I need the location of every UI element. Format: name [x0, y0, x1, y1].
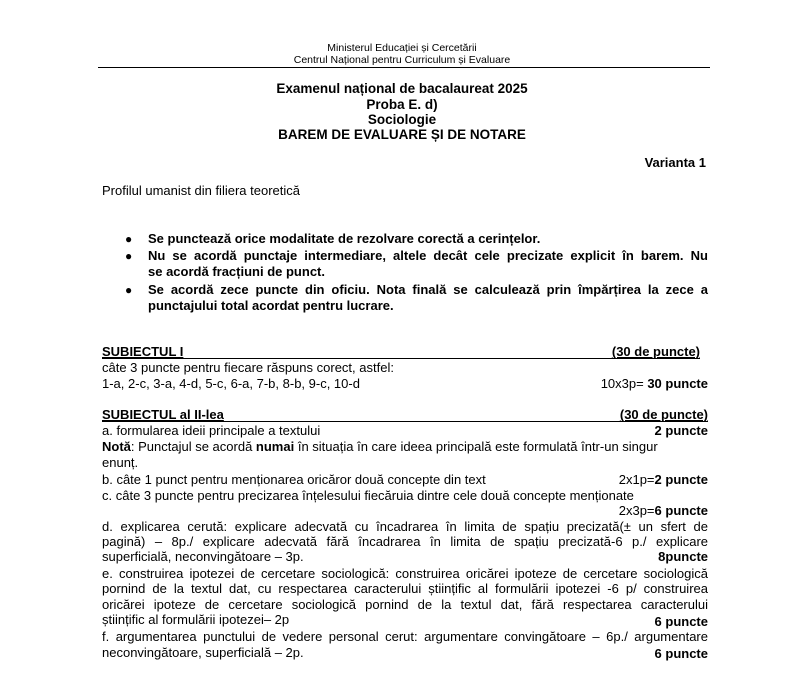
score-formula: 2x1p=: [618, 472, 655, 487]
item-c-text: c. câte 3 puncte pentru precizarea înțelesului fiecăruia dintre cele două concepte menționate: [102, 488, 634, 503]
subject-1-answers: 1-a, 2-c, 3-a, 4-d, 5-c, 6-a, 7-b, 8-b, 9-c, 10-d: [102, 376, 360, 391]
header-divider: [98, 67, 710, 68]
score-total: 2 puncte: [654, 472, 708, 487]
subject-1-instructions: câte 3 puncte pentru fiecare răspuns corect, astfel:: [102, 360, 394, 375]
rule-item: Se acordă zece puncte din oficiu. Nota finală se calculează prin împărțirea la zece a: [148, 282, 708, 297]
subject-1-title: SUBIECTUL I: [102, 344, 184, 359]
note-text: : Punctajul se acordă: [130, 439, 256, 454]
item-f-line: f. argumentarea punctului de vedere personal cerut: argumentare convingătoare – 6p./ argumentare: [102, 629, 708, 644]
item-d-line: superficială, neconvingătoare – 3p.: [102, 549, 304, 564]
rule-item: Se punctează orice modalitate de rezolvare corectă a cerințelor.: [148, 231, 541, 246]
score-total: 6 puncte: [654, 503, 708, 518]
item-f-line: neconvingătoare, superficială – 2p.: [102, 645, 304, 660]
subject-1-score: [601, 376, 708, 391]
item-b-score: [619, 472, 708, 487]
item-a-text: a. formularea ideii principale a textului: [102, 423, 321, 438]
note-text: în situația în care ideea principală este formulată într-un singur: [294, 439, 658, 454]
score-formula: 2x3p=: [618, 503, 655, 518]
item-e-line: oricărei ipoteze de cercetare sociologică pornind de la textul dat, fără respectarea caracterului: [102, 597, 708, 612]
subject-name: Sociologie: [367, 112, 437, 127]
item-e-points: 6 puncte: [654, 614, 708, 629]
item-d-line: pagină) – 8p./ explicare adecvată fără încadrarea în limita de spațiu precizată-6 p./ explicare: [102, 534, 708, 549]
item-d-points: 8puncte: [658, 549, 708, 564]
score-total: 30 puncte: [647, 376, 708, 391]
item-e-line: e. construirea ipotezei de cercetare sociologică: construirea oricărei ipoteze de cercetare sociologică: [102, 566, 708, 581]
subject-1-points: (30 de puncte): [611, 344, 700, 359]
rule-item-continuation: se acordă fracțiuni de punct.: [148, 264, 325, 279]
bullet-icon: ●: [125, 232, 133, 246]
item-e-line: științific al formulării ipotezei– 2p: [102, 612, 290, 627]
ministry-name: Ministerul Educației și Cercetării: [327, 42, 477, 54]
note-line-continuation: enunț.: [102, 455, 139, 470]
item-d-line: d. explicarea cerută: explicare adecvată cu încadrarea în limita de spațiu precizată(± un sfert de: [102, 519, 708, 534]
exam-title: Examenul național de bacalaureat 2025: [276, 81, 528, 96]
variant-label: Varianta 1: [644, 155, 706, 170]
subject-2-title: SUBIECTUL al II-lea: [102, 407, 224, 422]
note-label: Notă: [102, 439, 131, 454]
exam-subtitle: Proba E. d): [366, 97, 438, 112]
rule-item-continuation: punctajului total acordat pentru lucrare.: [148, 298, 394, 313]
item-b-text: b. câte 1 punct pentru menționarea oricăror două concepte din text: [102, 472, 486, 487]
rule-item: Nu se acordă punctaje intermediare, altele decât cele precizate explicit în barem. Nu: [148, 248, 708, 263]
bullet-icon: ●: [125, 283, 133, 297]
note-line: [102, 439, 658, 454]
item-a-points: 2 puncte: [654, 423, 708, 438]
item-e-line: pornind de la textul dat, cu respectarea caracterului științific al formulării ipotezei -6 p/ construirea: [102, 581, 708, 596]
center-name: Centrul Național pentru Curriculum și Evaluare: [293, 54, 511, 66]
subject-1-rule: [102, 358, 700, 359]
item-f-points: 6 puncte: [654, 646, 708, 661]
note-emphasis: numai: [255, 439, 295, 454]
bullet-icon: ●: [125, 249, 133, 263]
item-c-score: [619, 503, 708, 518]
document-title: BAREM DE EVALUARE ȘI DE NOTARE: [278, 127, 526, 142]
profile-text: Profilul umanist din filiera teoretică: [102, 183, 300, 198]
score-formula: 10x3p=: [600, 376, 648, 391]
subject-2-points: (30 de puncte): [619, 407, 708, 422]
